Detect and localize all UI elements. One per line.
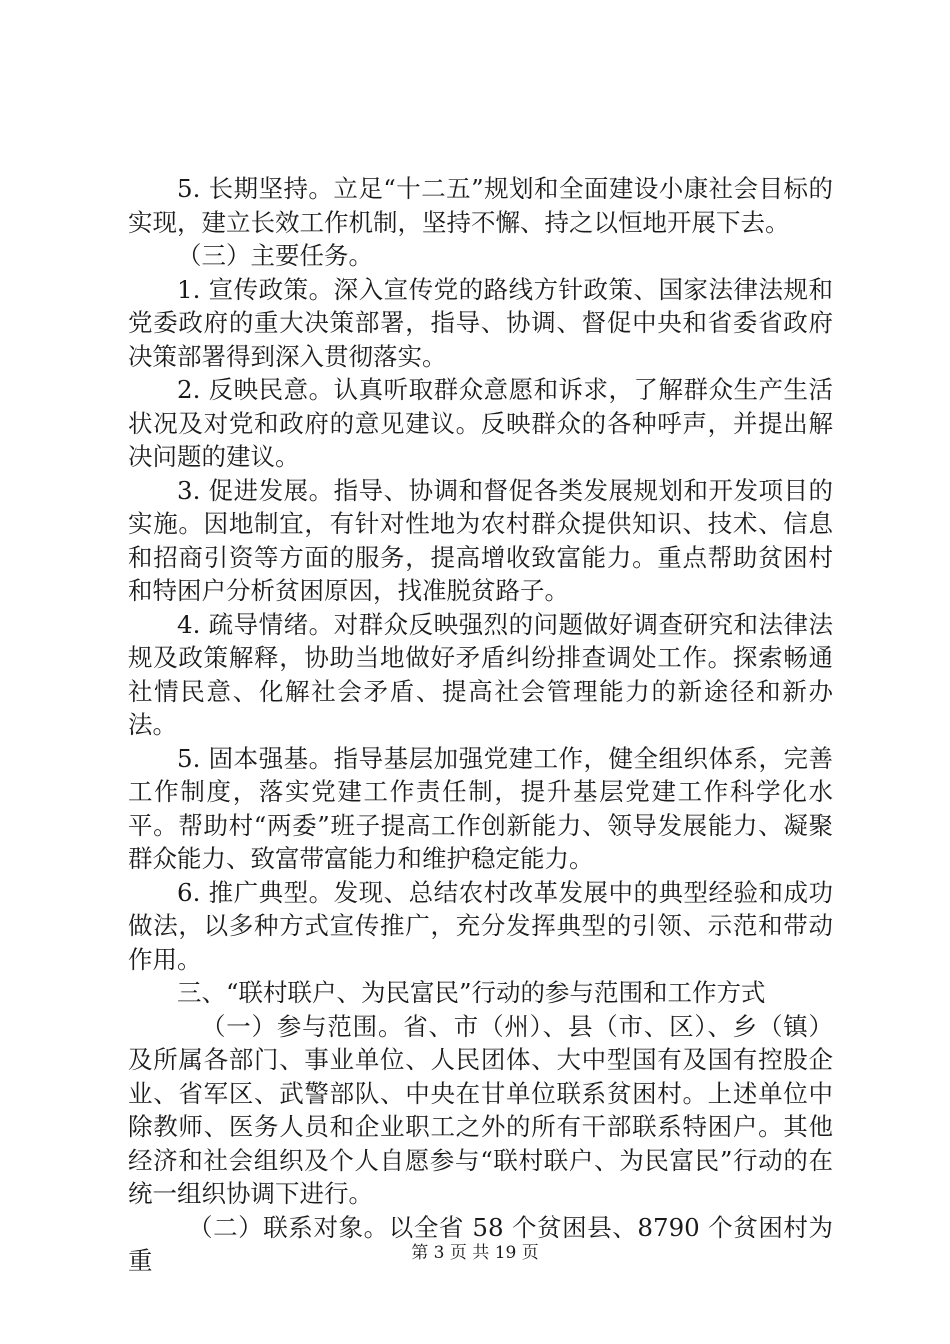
paragraph-participation-scope: （一）参与范围。省、市（州）、县（市、区）、乡（镇）及所属各部门、事业单位、人民团体、大中型国有及国有控股企业、省军区、武警部队、中央在甘单位联系贫困村。上述单位中除教师、医务人员和企业职工之外的所有干部联系特困户。其他经济和社会组织及个人自愿参与“联村联户、为民富民”行动的在统一组织协调下进行。 — [128, 1011, 833, 1208]
document-body — [128, 172, 833, 1278]
paragraph-publicize-policy: 1. 宣传政策。深入宣传党的路线方针政策、国家法律法规和党委政府的重大决策部署，指导、协调、督促中央和省委省政府决策部署得到深入贯彻落实。 — [128, 274, 833, 371]
paragraph-promote-development: 3. 促进发展。指导、协调和督促各类发展规划和开发项目的实施。因地制宜，有针对性地为农村群众提供知识、技术、信息和招商引资等方面的服务，提高增收致富能力。重点帮助贫困村和特困户分析贫困原因，找准脱贫路子。 — [128, 475, 833, 605]
paragraph-guide-emotions: 4. 疏导情绪。对群众反映强烈的问题做好调查研究和法律法规及政策解释，协助当地做好矛盾纠纷排查调处工作。探索畅通社情民意、化解社会矛盾、提高社会管理能力的新途径和新办法。 — [128, 609, 833, 739]
paragraph-reflect-public-opinion: 2. 反映民意。认真听取群众意愿和诉求，了解群众生产生活状况及对党和政府的意见建议。反映群众的各种呼声，并提出解决问题的建议。 — [128, 375, 833, 471]
page-number-label: 第 3 页 共 19 页 — [411, 1243, 539, 1263]
paragraph-strengthen-foundation: 5. 固本强基。指导基层加强党建工作，健全组织体系，完善工作制度，落实党建工作责任制，提升基层党建工作科学化水平。帮助村“两委”班子提高工作创新能力、领导发展能力、凝聚群众能力、致富带富能力和维护稳定能力。 — [128, 743, 833, 873]
paragraph-main-tasks-heading: （三）主要任务。 — [177, 241, 373, 270]
paragraph-promote-models: 6. 推广典型。发现、总结农村改革发展中的典型经验和成功做法，以多种方式宣传推广，充分发挥典型的引领、示范和带动作用。 — [128, 877, 833, 974]
paragraph-long-term-persistence: 5. 长期坚持。立足“十二五”规划和全面建设小康社会目标的实现，建立长效工作机制，坚持不懈、持之以恒地开展下去。 — [128, 174, 833, 237]
section-heading-participation-scope: 三、“联村联户、为民富民”行动的参与范围和工作方式 — [177, 978, 766, 1007]
paragraph-contact-targets: （二）联系对象。以全省 58 个贫困县、8790 个贫困村为重 — [128, 1212, 833, 1275]
page-footer — [0, 1242, 950, 1264]
